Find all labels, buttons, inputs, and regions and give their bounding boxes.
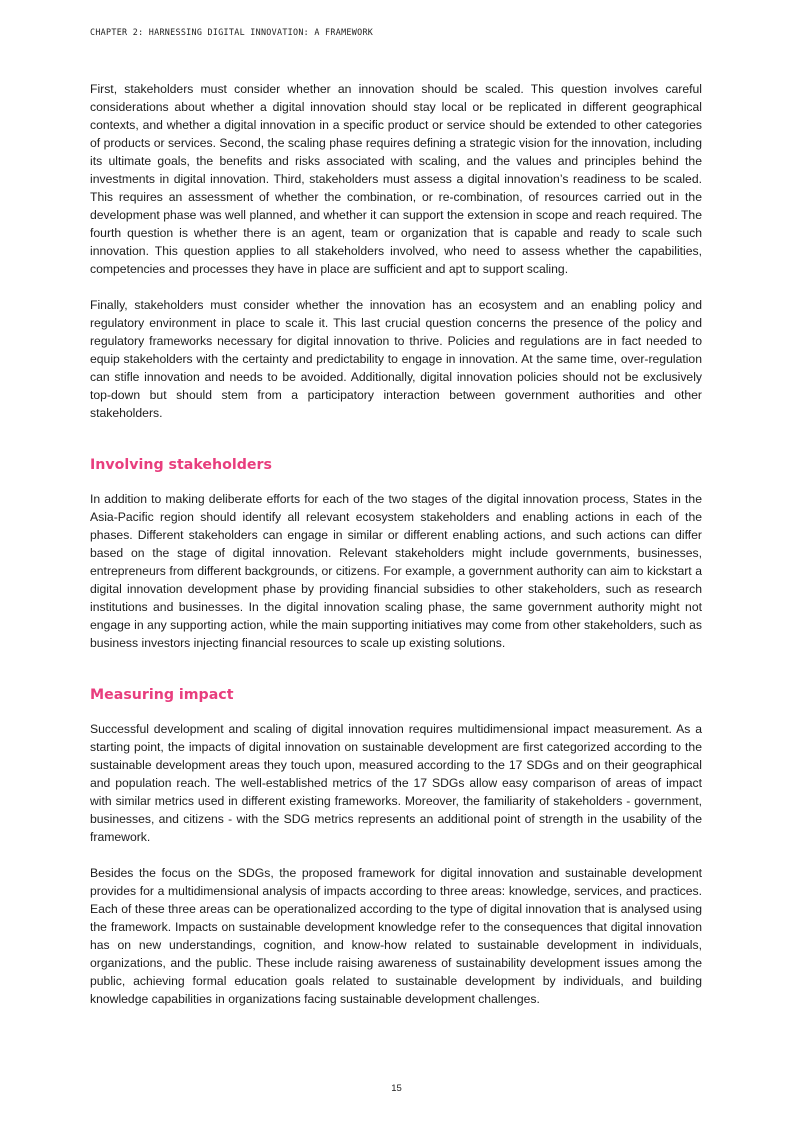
- heading-spacer: [90, 474, 702, 490]
- section-spacer: [90, 422, 702, 456]
- section-heading-involving-stakeholders: Involving stakeholders: [90, 457, 272, 473]
- body-paragraph-ecosystem: Finally, stakeholders must consider whether the innovation has an ecosystem and an enabling policy and regulatory environment in place to scale it. This last crucial question concerns the presence of the policy and regulatory frameworks necessary for digital innovation to thrive. Policies and regulations are in fact needed to equip stakeholders with the certainty and predictability to engage in innovation. At the same time, over-regulation can stifle innovation and needs to be avoided. Additionally, digital innovation policies should not be exclusively top-down but should stem from a participatory interaction between government authorities and other stakeholders.: [90, 298, 702, 420]
- section-spacer: [90, 652, 702, 686]
- body-paragraph-measuring-impact-sdgs: Successful development and scaling of digital innovation requires multidimensional impact measurement. As a starting point, the impacts of digital innovation on sustainable development are first categorized according to the sustainable development areas they touch upon, measured according to the 17 SDGs and on their geographical and population reach. The well-established metrics of the 17 SDGs allow easy comparison of areas of impact with similar metrics used in different existing frameworks. Moreover, the familiarity of stakeholders - government, businesses, and citizens - with the SDG metrics represents an additional point of strength in the usability of the framework.: [90, 722, 702, 844]
- body-paragraph-measuring-impact-areas: Besides the focus on the SDGs, the proposed framework for digital innovation and sustainable development provides for a multidimensional analysis of impacts according to three areas: knowledge, services, and practices. Each of these three areas can be operationalized according to the type of digital innovation that is analysed using the framework. Impacts on sustainable development knowledge refer to the consequences that digital innovation has on new understandings, cognition, and know-how related to sustainable development in individuals, organizations, and the public. These include raising awareness of sustainability development issues among the public, achieving formal education goals related to sustainable development by individuals, and building knowledge capabilities in organizations facing sustainable development challenges.: [90, 866, 702, 1006]
- paragraph-spacer: [90, 846, 702, 864]
- section-heading-measuring-impact: Measuring impact: [90, 687, 234, 703]
- body-paragraph-scaling-questions: First, stakeholders must consider whether an innovation should be scaled. This question involves careful considerations about whether a digital innovation should stay local or be replicated in different geographical contexts, and whether a digital innovation in a specific product or service should be extended to other categories of products or services. Second, the scaling phase requires defining a strategic vision for the innovation, including its ultimate goals, the benefits and risks associated with scaling, and the values and principles behind the investments in digital innovation. Third, stakeholders must assess a digital innovation’s readiness to be scaled. This requires an assessment of whether the combination, or re-combination, of resources carried out in the development phase was well planned, and whether it can support the extension in scope and reach required. The fourth question is whether there is an agent, team or organization that is capable and ready to scale such innovation. This question applies to all stakeholders involved, who need to assess whether the capabilities, competencies and processes they have in place are sufficient and apt to support scaling.: [90, 82, 702, 276]
- paragraph-spacer: [90, 278, 702, 296]
- heading-spacer: [90, 704, 702, 720]
- body-paragraph-involving-stakeholders: In addition to making deliberate efforts for each of the two stages of the digital innovation process, States in the Asia-Pacific region should identify all relevant ecosystem stakeholders and enabling actions in each of the phases. Different stakeholders can engage in similar or different enabling actions, and such actions can differ based on the stage of digital innovation. Relevant stakeholders might include governments, businesses, entrepreneurs from different backgrounds, or citizens. For example, a government authority can aim to kickstart a digital innovation development phase by providing financial subsidies to other stakeholders, such as research institutions and businesses. In the digital innovation scaling phase, the same government authority might not engage in any supporting action, while the main supporting initiatives may come from other stakeholders, such as business investors injecting financial resources to scale up existing solutions.: [90, 492, 702, 650]
- page-content: [90, 80, 702, 1008]
- page-number: 15: [391, 1083, 402, 1094]
- running-header: CHAPTER 2: HARNESSING DIGITAL INNOVATION: A FRAMEWORK: [90, 27, 374, 37]
